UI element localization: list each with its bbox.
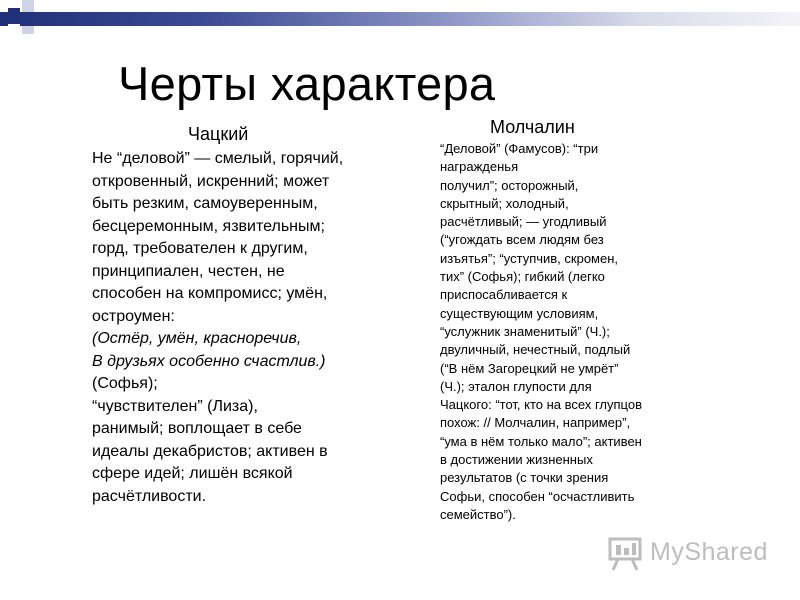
molchalin-trait-line: семейство”). (440, 506, 516, 522)
molchalin-trait-line: Чацкого: “тот, кто на всех глупцов (440, 397, 642, 413)
header-gradient-bar (0, 12, 800, 26)
chatsky-trait-line: (Остёр, умён, красноречив, (92, 330, 302, 347)
molchalin-trait-line: похож: // Молчалин, например”, (440, 415, 631, 431)
chatsky-trait-line: способен на компромисс; умён, (92, 285, 328, 302)
molchalin-heading: Молчалин (490, 117, 575, 137)
chatsky-trait-line: быть резким, самоуверенным, (92, 195, 318, 212)
watermark-text: MyShared (650, 538, 768, 566)
molchalin-trait-line: изъятья”; “уступчив, скромен, (440, 250, 619, 266)
chatsky-trait-line: расчётливости. (92, 487, 207, 505)
chatsky-trait-line: Не “деловой” — смелый, горячий, (92, 150, 344, 167)
molchalin-trait-line: существующим условиям, (440, 305, 599, 321)
molchalin-trait-line: приспосабливается к (440, 287, 568, 303)
chatsky-trait-line: В друзьях особенно счастлив.) (92, 352, 326, 370)
molchalin-trait-line: скрытный; холодный, (440, 195, 569, 211)
molchalin-trait-line: получил”; осторожный, (440, 177, 579, 193)
chatsky-trait-line: (Софья); (92, 375, 158, 392)
molchalin-trait-line: результатов (с точки зрения (440, 470, 609, 486)
molchalin-trait-line: “Деловой” (Фамусов): “три (440, 141, 599, 156)
chatsky-trait-line: принципиален, честен, не (92, 262, 285, 280)
chatsky-trait-line: ранимый; воплощает в себе (92, 420, 302, 437)
chatsky-traits-text (92, 148, 392, 508)
molchalin-trait-line: двуличный, нечестный, подлый (440, 342, 631, 358)
chatsky-heading: Чацкий (188, 124, 249, 144)
molchalin-traits-text (440, 140, 690, 524)
watermark-logo (606, 536, 766, 572)
molchalin-trait-line: “услужник знаменитый” (Ч.); (440, 323, 610, 339)
decor-square-white (8, 24, 20, 38)
molchalin-trait-line: расчётливый; — угодливый (440, 214, 607, 230)
molchalin-trait-line: в достижении жизненных (440, 452, 593, 468)
molchalin-trait-line: (“угождать всем людям без (440, 232, 604, 248)
chatsky-trait-line: идеалы декабристов; активен в (92, 442, 328, 460)
chatsky-trait-line: сфере идей; лишён всякой (92, 465, 293, 482)
chatsky-trait-line: бесцеремонным, язвительным; (92, 217, 325, 235)
chatsky-trait-line: остроумен: (92, 307, 175, 325)
chatsky-trait-line: “чувствителен” (Лиза), (92, 397, 258, 415)
chatsky-trait-line: откровенный, искренний; может (92, 172, 330, 190)
decor-square-light (22, 0, 34, 12)
molchalin-trait-line: тих” (Софья); гибкий (легко (440, 269, 605, 285)
molchalin-trait-line: (Ч.); эталон глупости для (440, 378, 592, 394)
presentation-board-icon (606, 536, 646, 572)
slide-title: Черты характера (118, 57, 496, 110)
molchalin-trait-line: (“В нём Загорецкий не умрёт” (440, 360, 619, 376)
molchalin-trait-line: “ума в нём только мало”; активен (440, 433, 642, 449)
chatsky-trait-line: горд, требователен к другим, (92, 240, 308, 257)
molchalin-trait-line: награжденья (440, 159, 519, 175)
molchalin-trait-line: Софьи, способен “осчастливить (440, 488, 635, 504)
